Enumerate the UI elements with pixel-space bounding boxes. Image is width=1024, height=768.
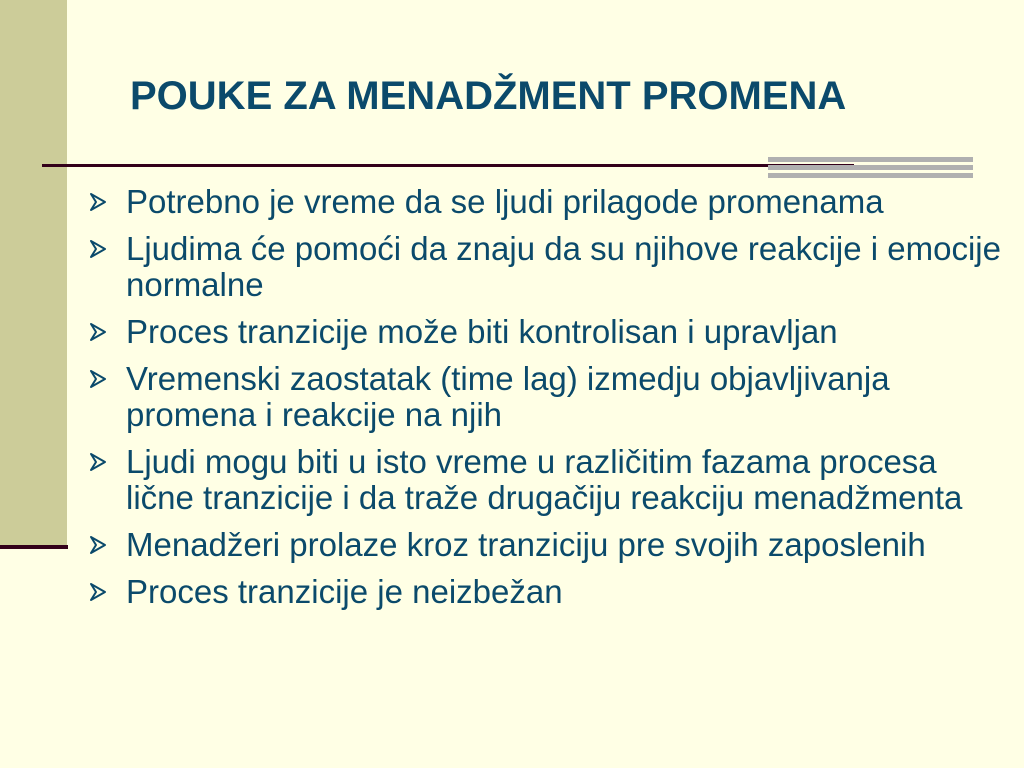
bullet-text: Potrebno je vreme da se ljudi prilagode promenama [126, 183, 884, 220]
bullet-text: Ljudi mogu biti u isto vreme u različitim fazama procesa lične tranzicije i da traže drugačiju reakciju menadžmenta [126, 443, 963, 516]
arrow-bullet-icon [88, 452, 108, 472]
bullet-text: Proces tranzicije je neizbežan [126, 573, 563, 610]
bullet-item [88, 314, 1008, 350]
title-underline [42, 164, 854, 167]
left-band-rule [0, 545, 68, 549]
bullet-item [88, 184, 1008, 220]
bullet-item [88, 527, 1008, 563]
arrow-bullet-icon [88, 535, 108, 555]
bullet-text: Ljudima će pomoći da znaju da su njihove reakcije i emocije normalne [126, 230, 1001, 303]
left-decorative-band [0, 0, 67, 545]
bullet-text: Menadžeri prolaze kroz tranziciju pre svojih zaposlenih [126, 526, 926, 563]
bullet-item [88, 361, 1008, 433]
arrow-bullet-icon [88, 369, 108, 389]
bullet-list [88, 184, 1008, 621]
bullet-text: Vremenski zaostatak (time lag) izmedju objavljivanja promena i reakcije na njih [126, 360, 890, 433]
arrow-bullet-icon [88, 322, 108, 342]
bullet-text: Proces tranzicije može biti kontrolisan i upravljan [126, 313, 838, 350]
title-accent-bars [768, 157, 973, 178]
arrow-bullet-icon [88, 582, 108, 602]
bullet-item [88, 574, 1008, 610]
accent-bar [768, 157, 973, 162]
arrow-bullet-icon [88, 192, 108, 212]
bullet-item [88, 444, 1008, 516]
accent-bar [768, 165, 973, 170]
arrow-bullet-icon [88, 239, 108, 259]
slide-title: POUKE ZA MENADŽMENT PROMENA [130, 74, 847, 118]
accent-bar [768, 173, 973, 178]
bullet-item [88, 231, 1008, 303]
